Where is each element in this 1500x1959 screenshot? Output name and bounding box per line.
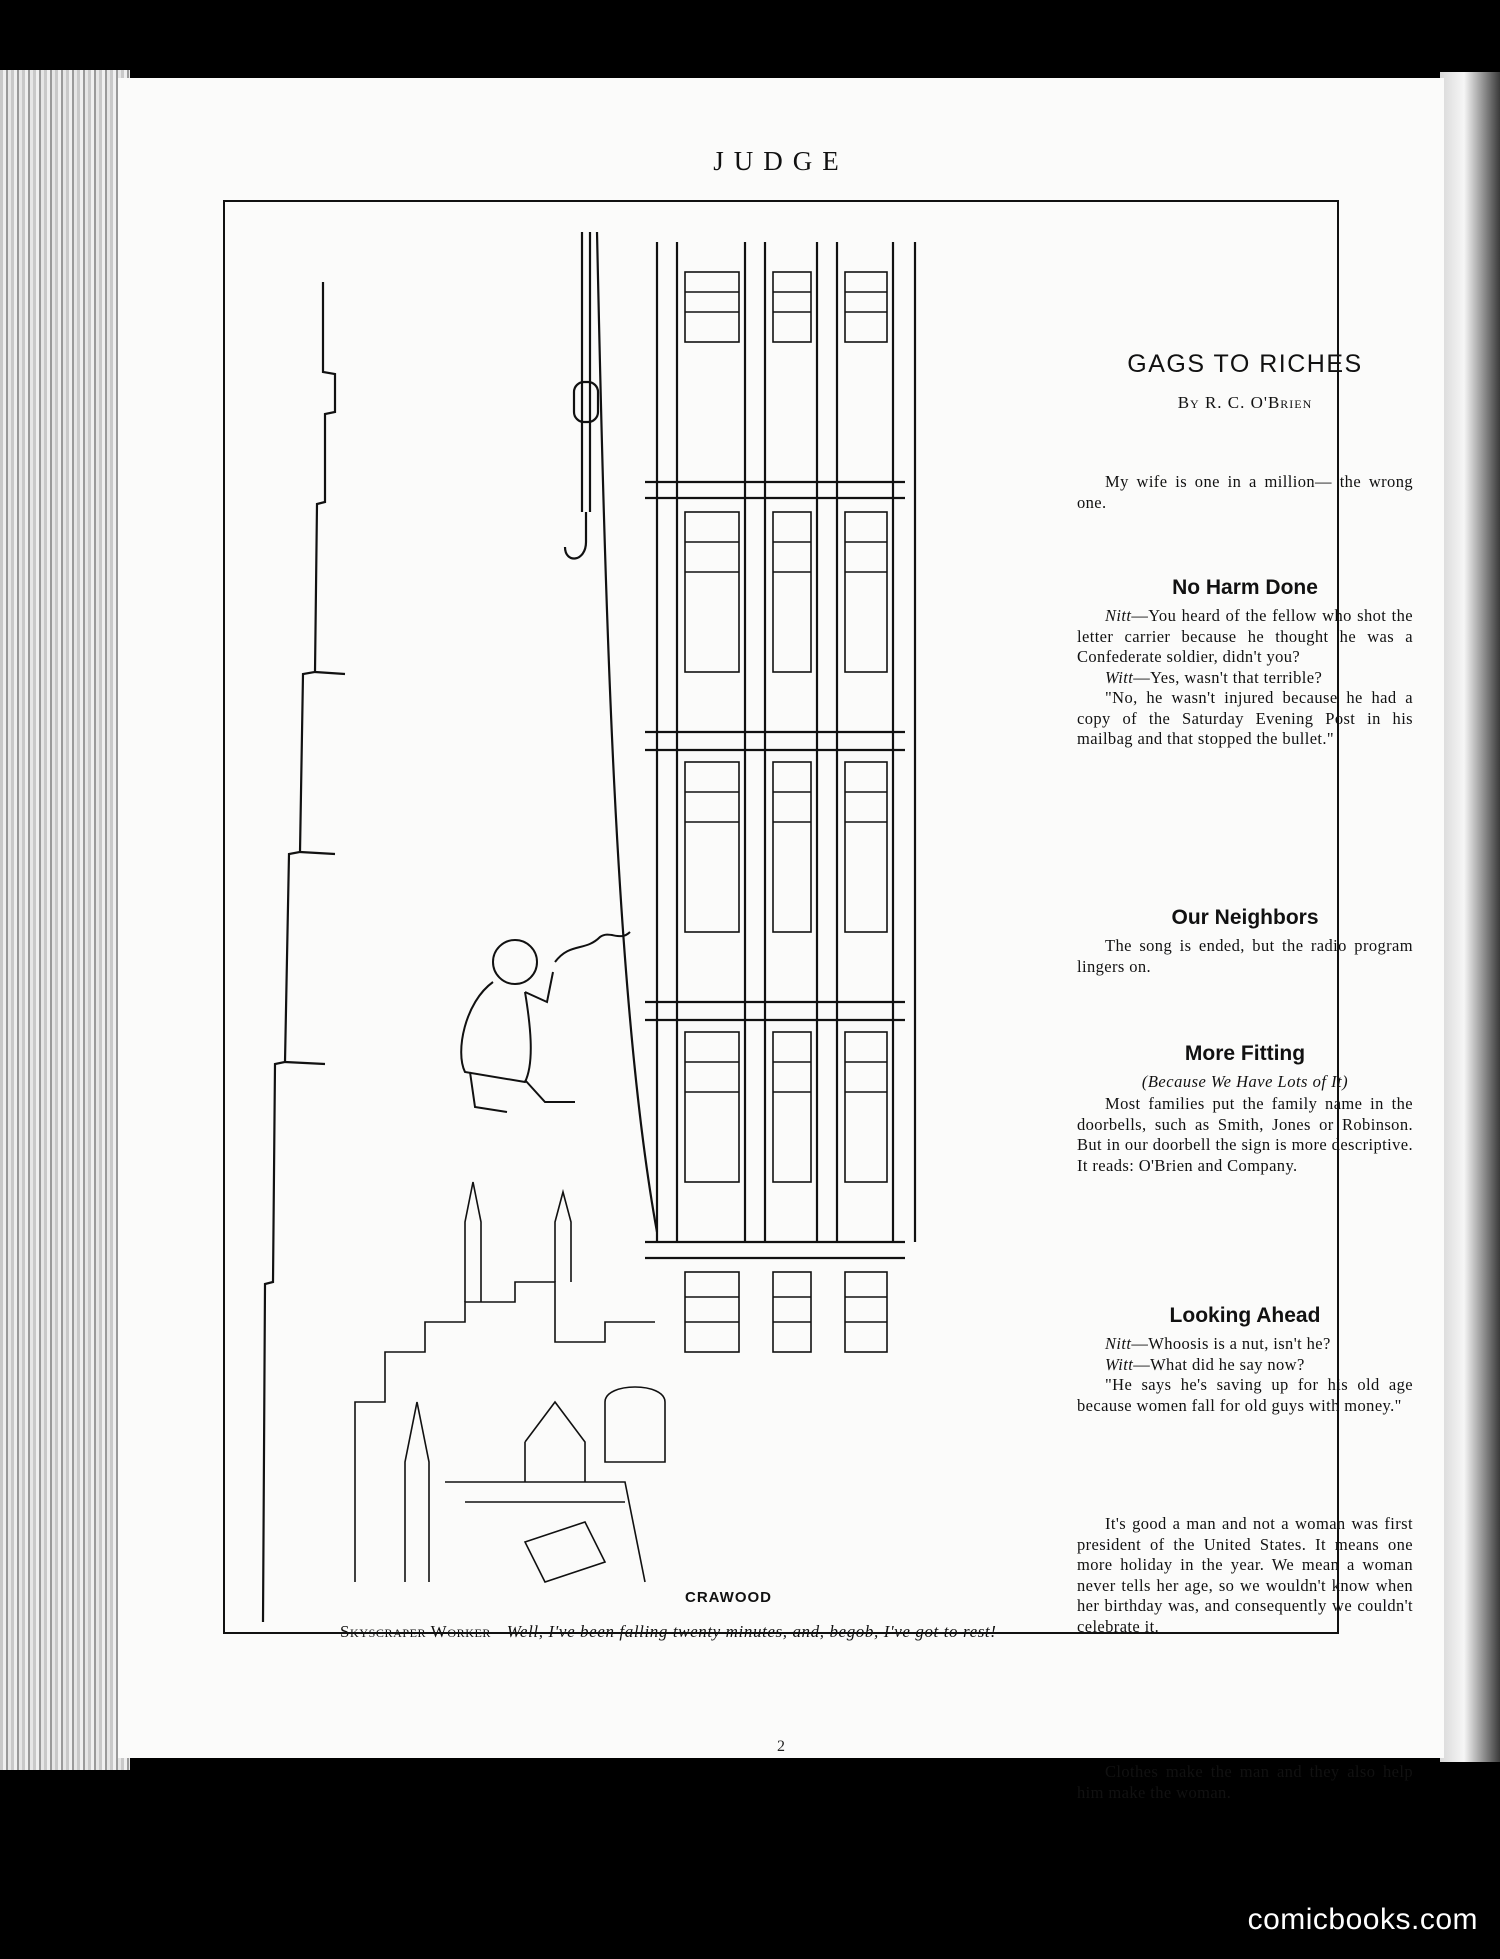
section-heading: Our Neighbors xyxy=(1171,906,1319,929)
page-frame xyxy=(223,200,1413,1802)
humor-column xyxy=(1077,350,1413,1802)
section-looking-ahead xyxy=(1077,1304,1413,1416)
dialogue-line: "He says he's saving up for his old age because women fall for old guys with money." xyxy=(1077,1375,1413,1415)
gag-text: Most families put the family name in the doorbells, such as Smith, Jones or Robinson. But in our doorbell the sign is more descriptive. It reads: O'Brien and Company. xyxy=(1077,1094,1413,1175)
opening-text: My wife is one in a million— the wrong one. xyxy=(1077,472,1413,512)
facing-page-edge xyxy=(1440,72,1500,1762)
masthead: JUDGE xyxy=(713,146,849,176)
closing-gag-2 xyxy=(1077,1762,1413,1803)
section-heading: No Harm Done xyxy=(1172,576,1318,599)
page-number: 2 xyxy=(777,1738,785,1755)
gag-text: The song is ended, but the radio program lingers on. xyxy=(1077,936,1413,976)
gag-text: It's good a man and not a woman was first president of the United States. It means one more holiday in the year. We mean a woman never tells her age, so we wouldn't know when her birthday was, and consequently we couldn't celebrate it. xyxy=(1077,1514,1413,1636)
book-page-edges xyxy=(0,70,130,1770)
caption-text: —Well, I've been falling twenty minutes, and, begob, I've got to rest! xyxy=(491,1622,997,1641)
cartoon-caption xyxy=(340,1620,1170,1643)
dialogue-line: Witt—What did he say now? xyxy=(1105,1354,1305,1374)
gag-text: Clothes make the man and they also help him make the woman. xyxy=(1077,1762,1413,1802)
section-more-fitting xyxy=(1077,1042,1413,1176)
section-our-neighbors xyxy=(1077,906,1413,977)
dialogue-line: "No, he wasn't injured because he had a copy of the Saturday Evening Post in his mailbag and that stopped the bullet." xyxy=(1077,688,1413,748)
column-title: GAGS TO RICHES xyxy=(1127,350,1363,378)
closing-gag-1 xyxy=(1077,1514,1413,1637)
dialogue-line: Nitt—You heard of the fellow who shot the letter carrier because he thought he was a Confederate soldier, didn't you? xyxy=(1077,606,1413,666)
section-no-harm-done xyxy=(1077,576,1413,750)
site-watermark: comicbooks.com xyxy=(1247,1903,1478,1936)
dialogue-line: Nitt—Whoosis is a nut, isn't he? xyxy=(1105,1334,1331,1353)
magazine-page xyxy=(118,78,1444,1802)
column-byline: By R. C. O'Brien xyxy=(1177,393,1313,412)
section-heading: More Fitting xyxy=(1184,1042,1306,1065)
dialogue-line: Witt—Yes, wasn't that terrible? xyxy=(1105,667,1323,687)
artist-signature: CRAWOOD xyxy=(685,1589,772,1606)
opening-gag xyxy=(1077,472,1413,513)
section-heading: Looking Ahead xyxy=(1169,1304,1321,1327)
section-subheading: (Because We Have Lots of It) xyxy=(1141,1072,1349,1091)
caption-speaker: Skyscraper Worker xyxy=(340,1622,492,1641)
